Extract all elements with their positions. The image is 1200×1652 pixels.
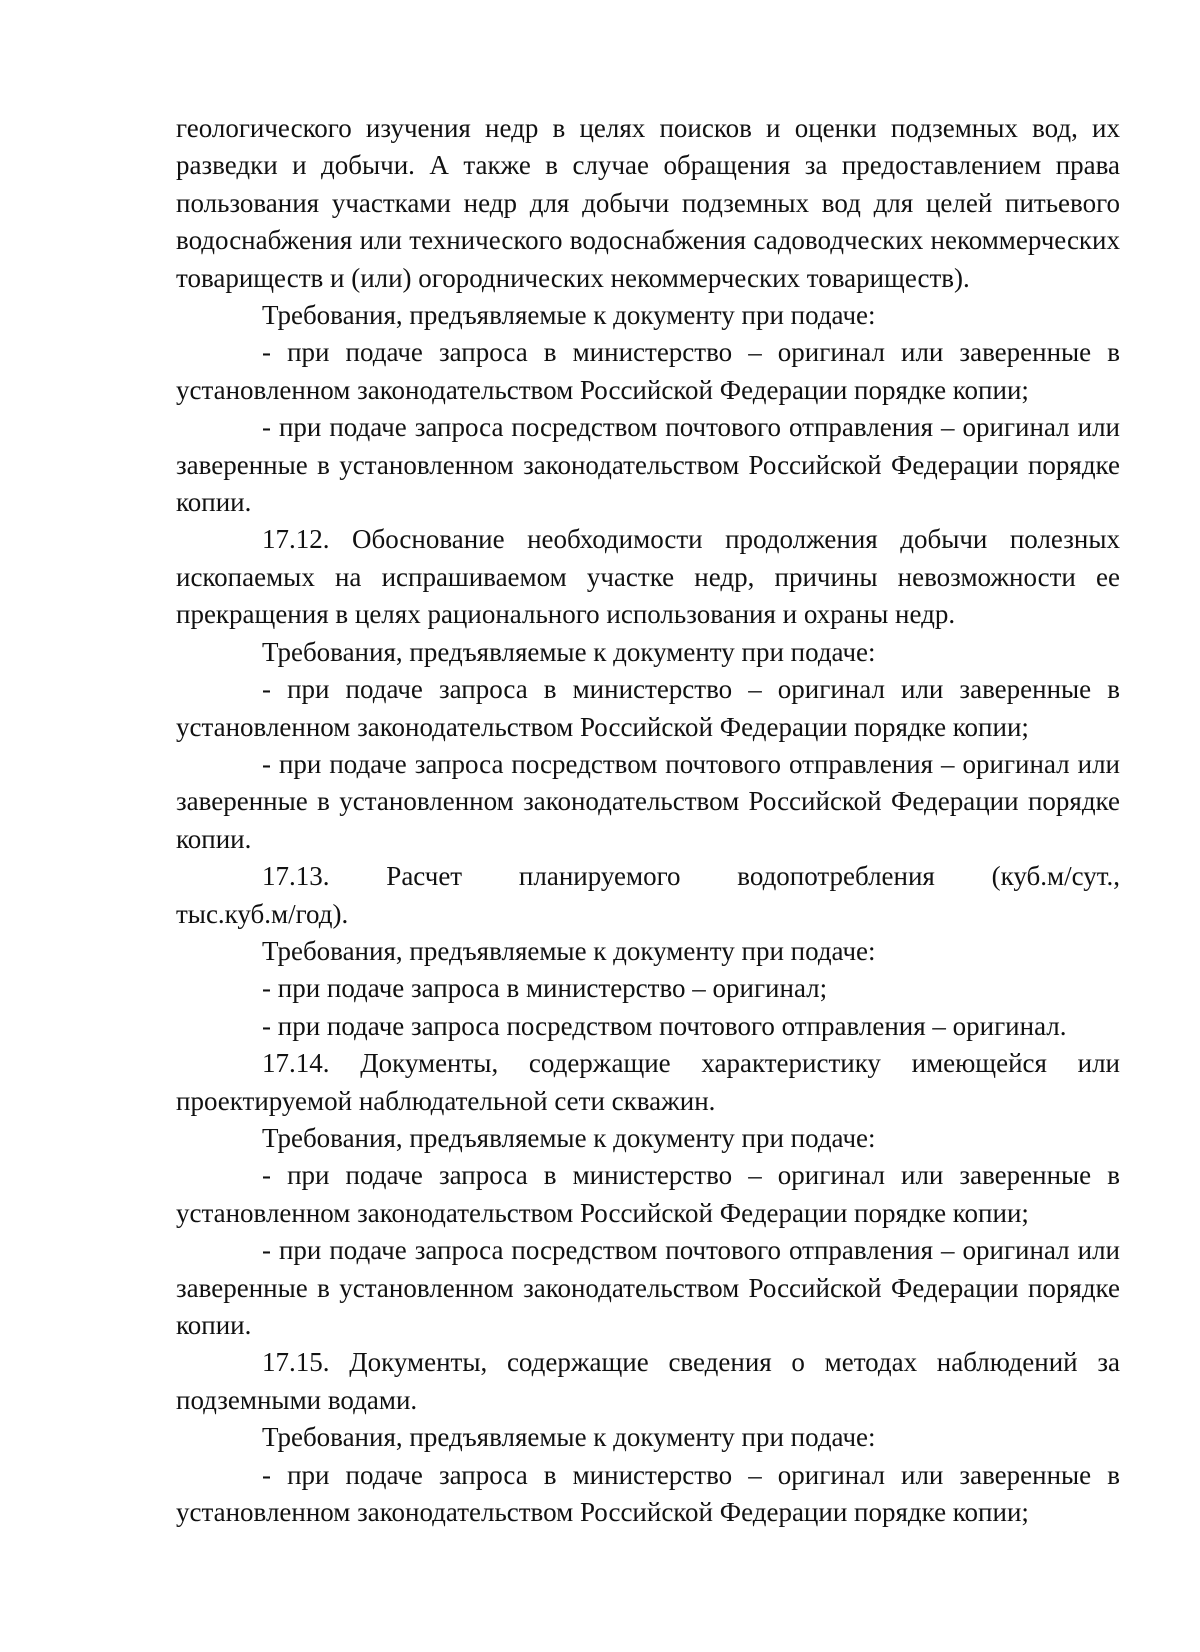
requirements-heading: Требования, предъявляемые к документу при подаче: <box>262 935 876 966</box>
section-17-13-word: 17.13. <box>262 861 330 892</box>
document-page <box>176 110 1120 1531</box>
requirement-item: - при подаче запроса посредством почтового отправления – оригинал. <box>262 1010 1067 1041</box>
section-17-13-word: (куб.м/сут., <box>991 861 1120 892</box>
paragraph-continuation: геологического изучения недр в целях поисков и оценки подземных вод, их разведки и добычи. А также в случае обращения за предоставлением права пользования участками недр для добычи подземных вод для целей питьевого водоснабжения или технического водоснабжения садоводческих некоммерческих товариществ и (или) огороднических некоммерческих товариществ). <box>176 113 1120 293</box>
section-17-13-word: водопотребления <box>737 861 935 892</box>
section-17-13-word: Расчет <box>386 861 463 892</box>
section-17-13-second-line: тыс.куб.м/год). <box>176 898 349 929</box>
requirement-item: - при подаче запроса посредством почтового отправления – оригинал или заверенные в установленном законодательством Российской Федерации порядке копии. <box>176 1235 1120 1340</box>
requirements-heading: Требования, предъявляемые к документу при подаче: <box>262 300 876 331</box>
section-17-14: 17.14. Документы, содержащие характеристику имеющейся или проектируемой наблюдательной сети скважин. <box>176 1048 1120 1116</box>
section-17-13-first-line <box>176 858 1120 895</box>
section-17-15: 17.15. Документы, содержащие сведения о методах наблюдений за подземными водами. <box>176 1347 1120 1415</box>
section-17-12: 17.12. Обоснование необходимости продолжения добычи полезных ископаемых на испрашиваемом участке недр, причины невозможности ее прекращения в целях рационального использования и охраны недр. <box>176 524 1120 630</box>
requirement-item: - при подаче запроса посредством почтового отправления – оригинал или заверенные в установленном законодательством Российской Федерации порядке копии. <box>176 748 1120 854</box>
requirement-item: - при подаче запроса посредством почтового отправления – оригинал или заверенные в установленном законодательством Российской Федерации порядке копии. <box>176 412 1120 518</box>
requirement-item: - при подаче запроса в министерство – оригинал или заверенные в установленном законодательством Российской Федерации порядке копии; <box>176 337 1120 405</box>
requirements-heading: Требования, предъявляемые к документу при подаче: <box>262 1422 876 1453</box>
requirement-item: - при подаче запроса в министерство – оригинал или заверенные в установленном законодательством Российской Федерации порядке копии; <box>176 674 1120 742</box>
section-17-13-word: планируемого <box>518 861 681 892</box>
requirements-heading: Требования, предъявляемые к документу при подаче: <box>262 636 876 667</box>
requirement-item: - при подаче запроса в министерство – оригинал или заверенные в установленном законодательством Российской Федерации порядке копии; <box>176 1160 1120 1228</box>
requirement-item: - при подаче запроса в министерство – оригинал или заверенные в установленном законодательством Российской Федерации порядке копии; <box>176 1459 1120 1528</box>
requirements-heading: Требования, предъявляемые к документу при подаче: <box>262 1122 876 1153</box>
requirement-item: - при подаче запроса в министерство – оригинал; <box>262 973 828 1004</box>
